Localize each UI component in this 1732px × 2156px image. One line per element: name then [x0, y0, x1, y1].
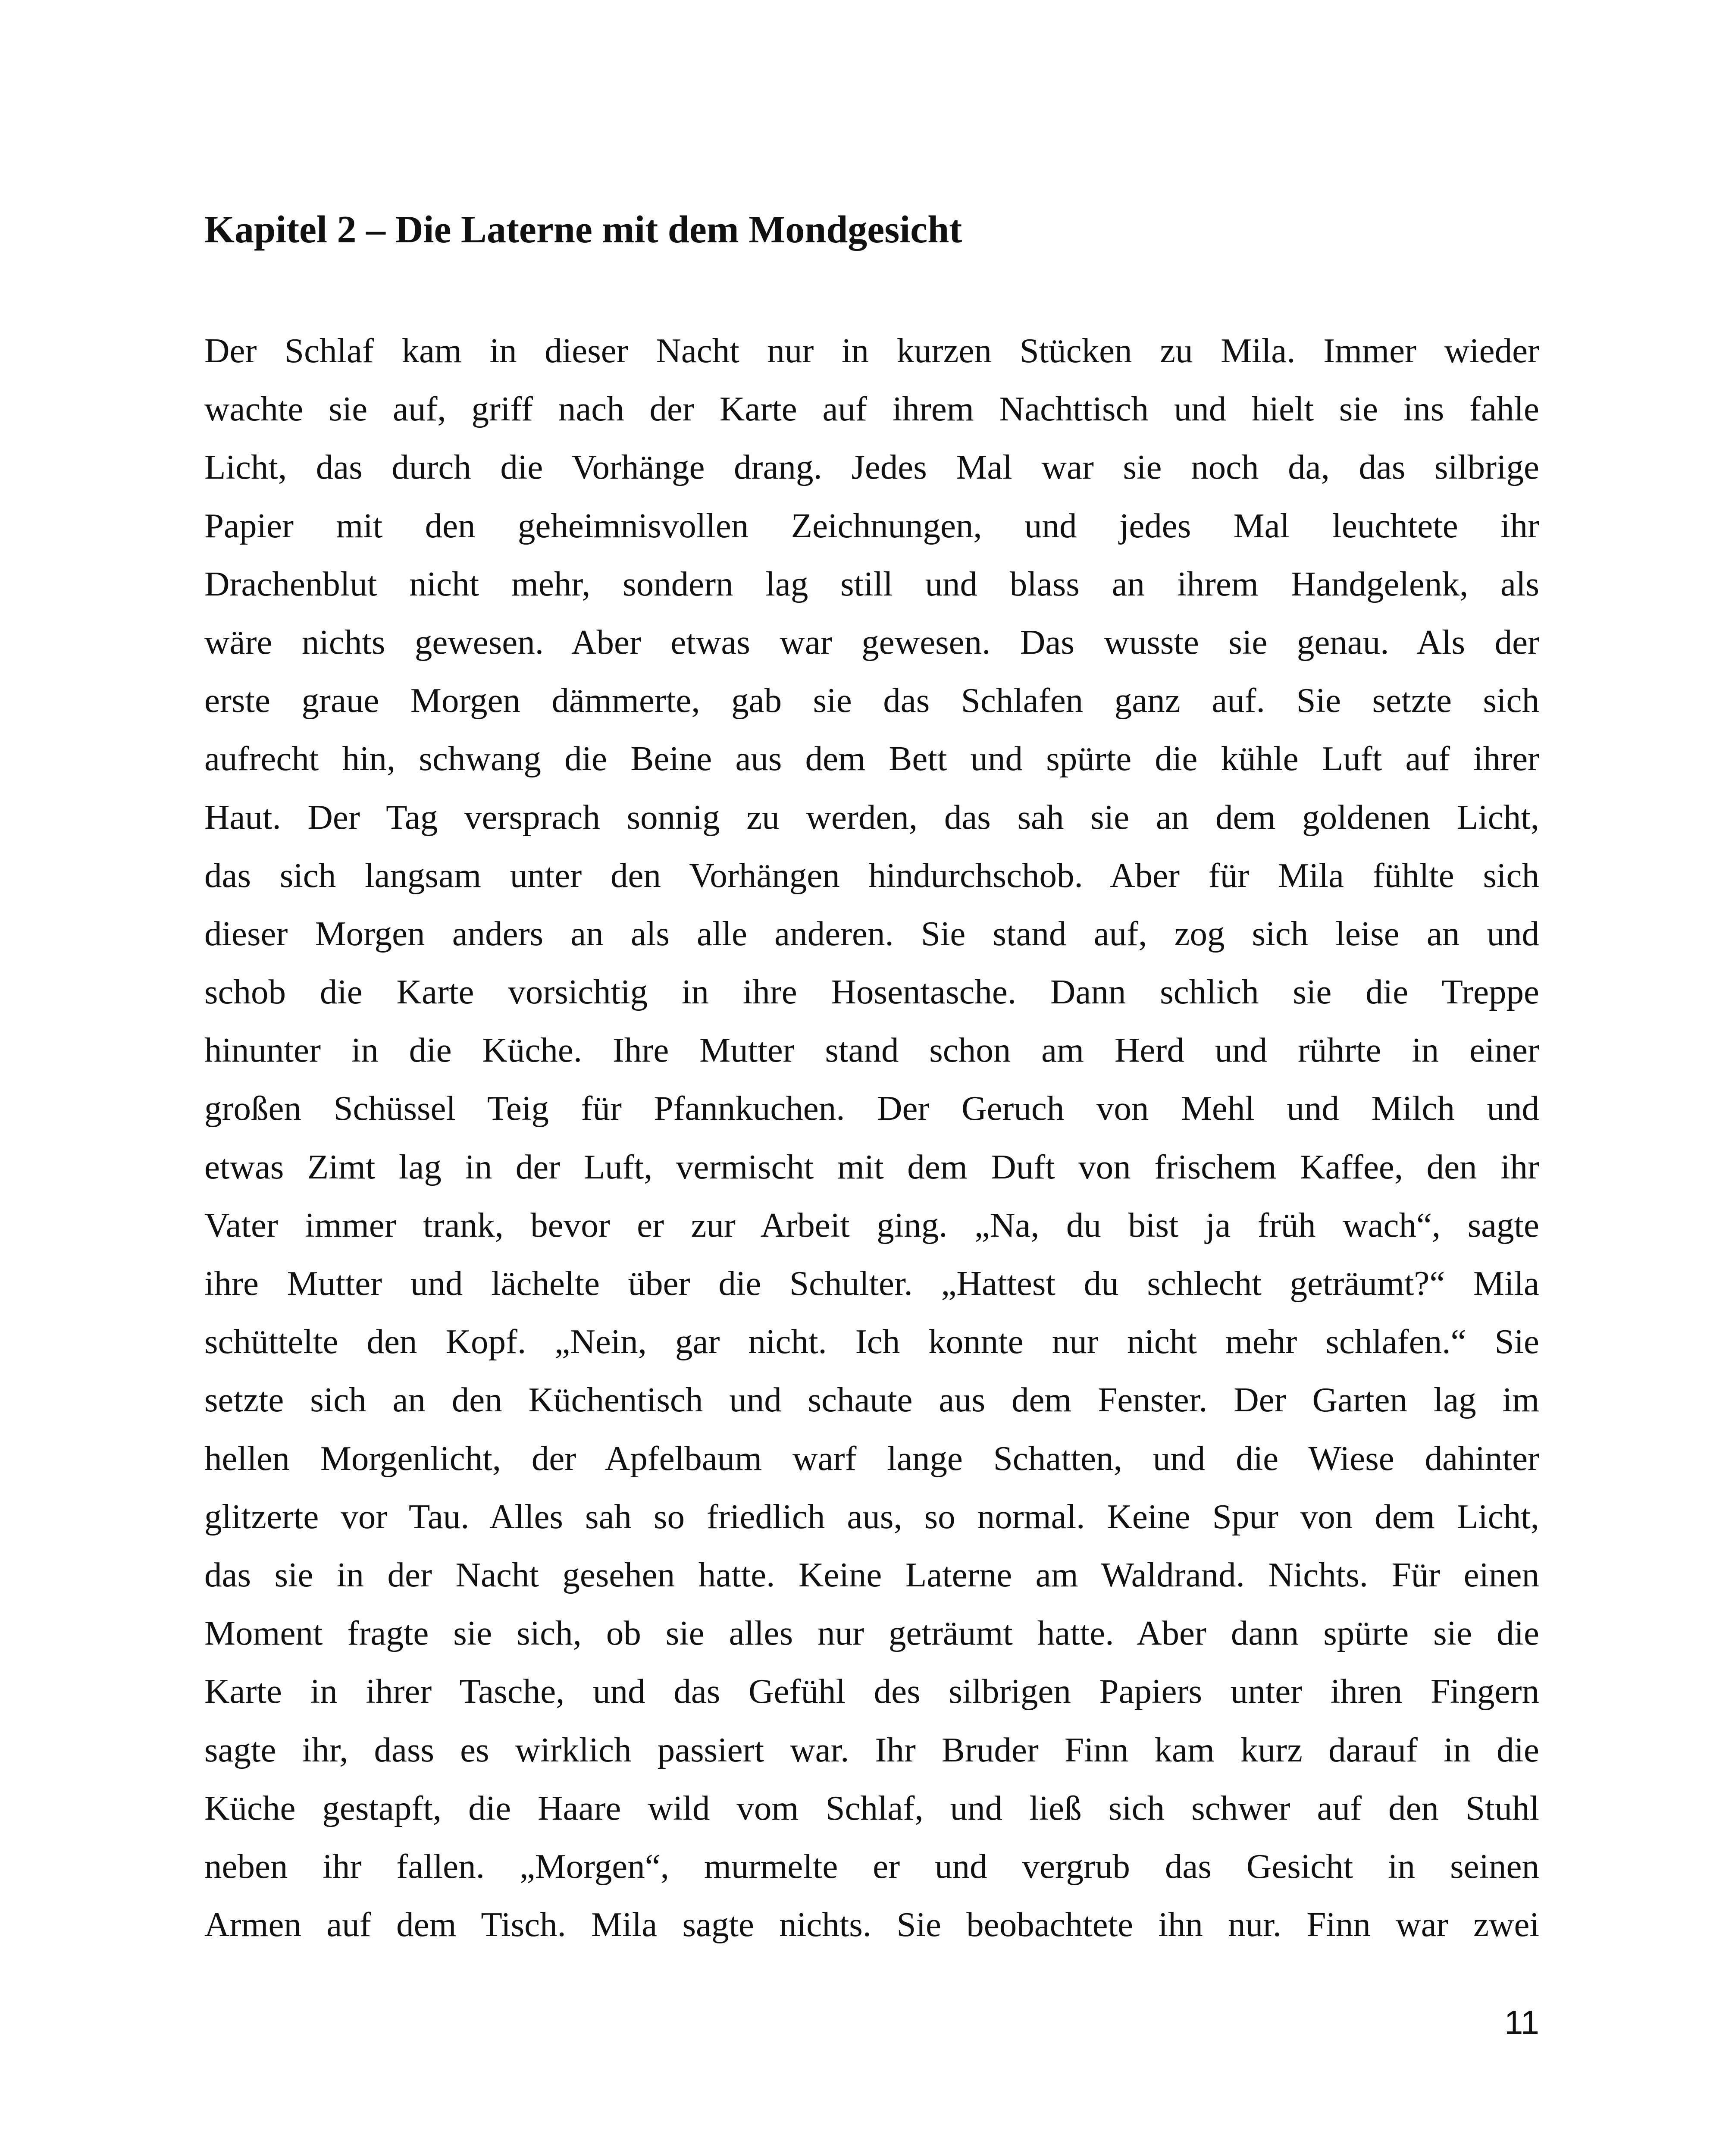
text-line: dieser Morgen anders an als alle anderen. Sie stand auf, zog sich leise an und — [204, 914, 1539, 953]
text-line: setzte sich an den Küchentisch und schaute aus dem Fenster. Der Garten lag im — [204, 1380, 1539, 1420]
text-line: hinunter in die Küche. Ihre Mutter stand schon am Herd und rührte in einer — [204, 1031, 1539, 1070]
text-line: neben ihr fallen. „Morgen“, murmelte er und vergrub das Gesicht in seinen — [204, 1846, 1539, 1886]
text-line: glitzerte vor Tau. Alles sah so friedlich aus, so normal. Keine Spur von dem Licht, — [204, 1497, 1539, 1536]
text-line: schüttelte den Kopf. „Nein, gar nicht. Ich konnte nur nicht mehr schlafen.“ Sie — [204, 1322, 1539, 1361]
text-line: wäre nichts gewesen. Aber etwas war gewesen. Das wusste sie genau. Als der — [204, 622, 1539, 661]
text-line: das sie in der Nacht gesehen hatte. Keine Laterne am Waldrand. Nichts. Für einen — [204, 1555, 1539, 1594]
page-number: 11 — [1504, 2003, 1539, 2041]
text-line: ihre Mutter und lächelte über die Schulter. „Hattest du schlecht geträumt?“ Mila — [204, 1264, 1539, 1303]
text-line: Küche gestapft, die Haare wild vom Schlaf, und ließ sich schwer auf den Stuhl — [204, 1788, 1539, 1827]
text-line: hellen Morgenlicht, der Apfelbaum warf lange Schatten, und die Wiese dahinter — [204, 1438, 1539, 1478]
text-line: Haut. Der Tag versprach sonnig zu werden, das sah sie an dem goldenen Licht, — [204, 797, 1539, 837]
text-line: Licht, das durch die Vorhänge drang. Jedes Mal war sie noch da, das silbrige — [204, 448, 1539, 487]
text-line: aufrecht hin, schwang die Beine aus dem Bett und spürte die kühle Luft auf ihrer — [204, 739, 1539, 778]
text-line: das sich langsam unter den Vorhängen hindurchschob. Aber für Mila fühlte sich — [204, 856, 1539, 895]
text-line: Karte in ihrer Tasche, und das Gefühl des silbrigen Papiers unter ihren Fingern — [204, 1672, 1539, 1711]
text-line: Papier mit den geheimnisvollen Zeichnungen, und jedes Mal leuchtete ihr — [204, 506, 1539, 545]
text-line: schob die Karte vorsichtig in ihre Hosentasche. Dann schlich sie die Treppe — [204, 972, 1539, 1012]
text-line: wachte sie auf, griff nach der Karte auf ihrem Nachttisch und hielt sie ins fahle — [204, 389, 1539, 429]
text-line: etwas Zimt lag in der Luft, vermischt mit dem Duft von frischem Kaffee, den ihr — [204, 1147, 1539, 1186]
text-line: Armen auf dem Tisch. Mila sagte nichts. Sie beobachtete ihn nur. Finn war zwei — [204, 1905, 1539, 1944]
text-line: Moment fragte sie sich, ob sie alles nur geträumt hatte. Aber dann spürte sie die — [204, 1614, 1539, 1653]
text-line: großen Schüssel Teig für Pfannkuchen. Der Geruch von Mehl und Milch und — [204, 1089, 1539, 1128]
text-line: sagte ihr, dass es wirklich passiert war. Ihr Bruder Finn kam kurz darauf in die — [204, 1730, 1539, 1769]
body-text — [204, 322, 1539, 1954]
text-line: Der Schlaf kam in dieser Nacht nur in kurzen Stücken zu Mila. Immer wieder — [204, 331, 1539, 370]
text-line: erste graue Morgen dämmerte, gab sie das Schlafen ganz auf. Sie setzte sich — [204, 681, 1539, 720]
chapter-title: Kapitel 2 – Die Laterne mit dem Mondgesicht — [204, 208, 962, 251]
text-line: Vater immer trank, bevor er zur Arbeit ging. „Na, du bist ja früh wach“, sagte — [204, 1205, 1539, 1244]
text-line: Drachenblut nicht mehr, sondern lag still und blass an ihrem Handgelenk, als — [204, 564, 1539, 603]
